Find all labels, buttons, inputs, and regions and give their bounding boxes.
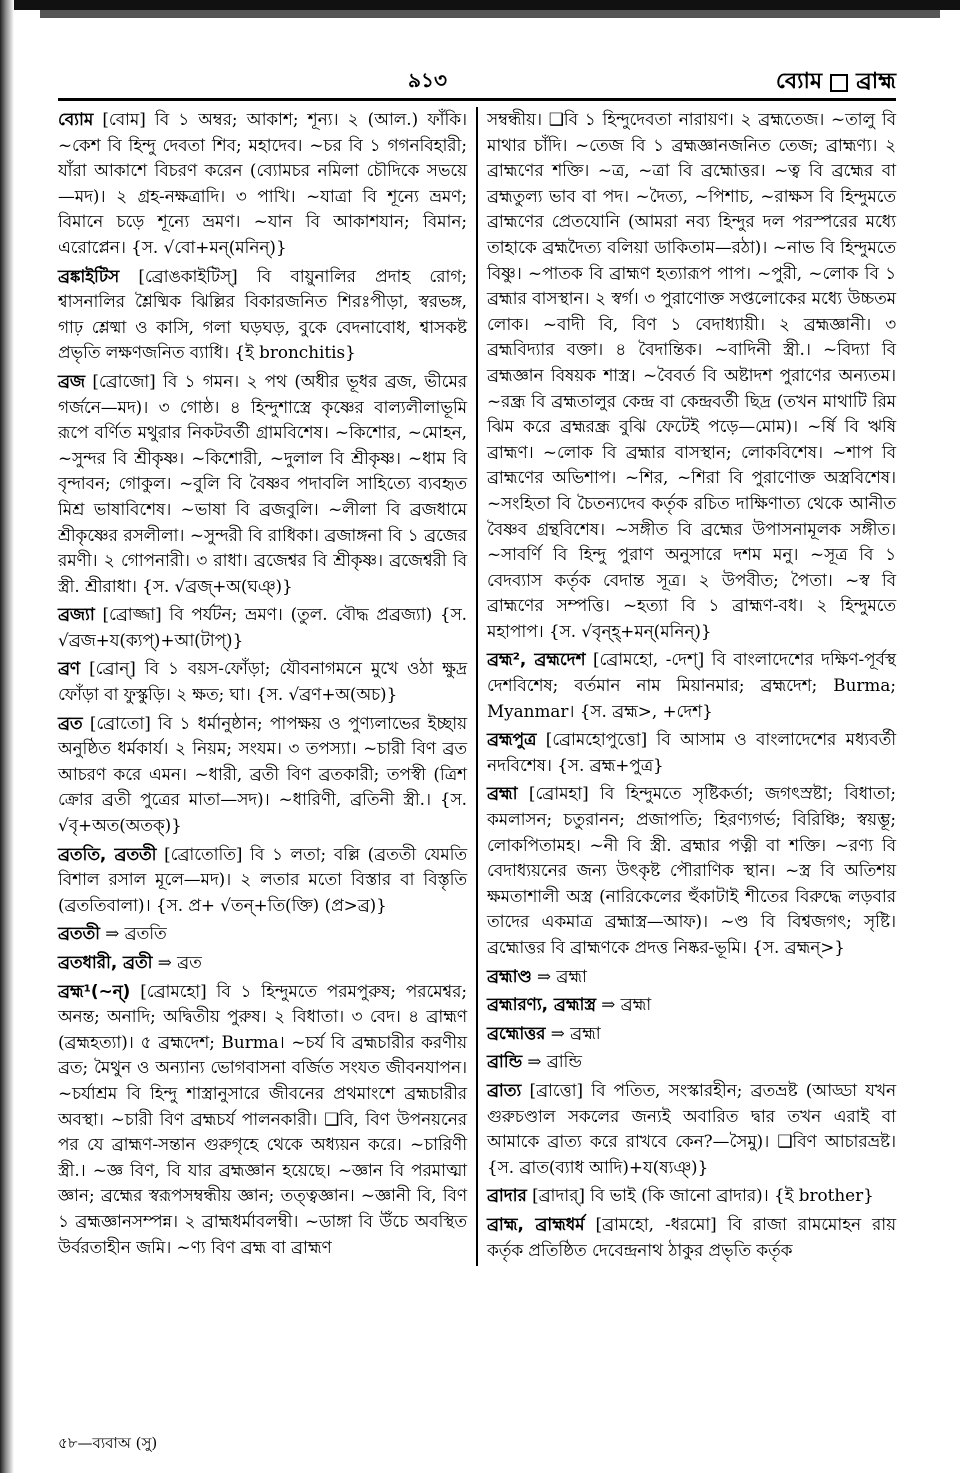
headword: ব্রাহ্ম, ব্রাহ্মধর্ম bbox=[487, 1213, 585, 1234]
headword: ব্যোম bbox=[58, 109, 94, 129]
headword: ব্রণ bbox=[58, 658, 81, 679]
headword: ব্রততি, ব্রততী bbox=[58, 843, 157, 864]
dictionary-entry bbox=[487, 1078, 896, 1180]
dictionary-entry bbox=[487, 992, 896, 1018]
headword: ব্রজ্যা bbox=[58, 604, 95, 625]
entry-definition: [ব্রোন্] বি ১ বয়স-ফোঁড়া; যৌবনাগমনে মুখে ওঠা ক্ষুদ্র ফোঁড়া বা ফুস্কুড়ি। ২ ক্ষত; ঘা। {স. √ব্রণ+অ(অচ)} bbox=[58, 658, 467, 705]
headword: ব্রততী bbox=[58, 923, 100, 944]
dictionary-entry bbox=[58, 656, 467, 707]
entry-definition: ⇒ ব্রত bbox=[157, 952, 202, 972]
entry-definition: [ব্রোমহা] বি হিন্দুমতে সৃষ্টিকর্তা; জগৎস্রষ্টা; বিধাতা; কমলাসন; চতুরানন; প্রজাপতি; হিরণ্যগর্ভ; বিরিঞ্চি; স্বয়ম্ভূ; লোকপিতামহ। ~নী বি স্ত্রী. ব্রহ্মার পত্নী বা শক্তি। ~রণ্য বি বেদাধ্যয়নের জন্য উৎকৃষ্ট পৌরাণিক স্থান। ~স্ত্র বি অতিশয় ক্ষমতাশালী অস্ত্র (নারিকেলের হুঁকাটাই শীতের বিরুদ্ধে লড়বার তাদের একমাত্র ব্রহ্মাস্ত্র—আফ)। ~ণ্ড বি বিশ্বজগৎ; সৃষ্টি। ব্রহ্মোত্তর বি ব্রাহ্মণকে প্রদত্ত নিষ্কর-ভূমি। {স. ব্রহ্মন্>} bbox=[487, 783, 897, 957]
dictionary-page bbox=[58, 60, 896, 1440]
dictionary-entry bbox=[58, 107, 467, 261]
headword: ব্রত bbox=[58, 712, 83, 733]
dictionary-entry bbox=[487, 107, 896, 644]
headword: ব্রজ bbox=[58, 370, 85, 391]
left-column bbox=[58, 107, 476, 1266]
square-separator-icon bbox=[830, 74, 848, 92]
headword: ব্রহ্ম¹(~ন্) bbox=[58, 980, 131, 1001]
entry-definition: সম্বন্ধীয়। ❑বি ১ হিন্দুদেবতা নারায়ণ। ২ ব্রহ্মতেজ। ~তালু বি মাথার চাঁদি। ~তেজ বি ১ ব্রহ্মজ্ঞানজনিত তেজ; ব্রাহ্মণ্য। ২ ব্রাহ্মণের শক্তি। ~ত্র, ~ত্রা বি ব্রহ্মোত্তর। ~ত্ব বি ব্রহ্মের বা ব্রহ্মতুল্য ভাব বা পদ। ~দৈত্য, ~পিশাচ, ~রাক্ষস বি হিন্দুমতে ব্রাহ্মণের প্রেতযোনি (আমরা নব্য হিন্দুর দল পরস্পরের মধ্যে তাহাকে ব্রহ্মদৈত্য বলিয়া ডাকিতাম—রঠা)। ~নাভ বি হিন্দুমতে বিষ্ণু। ~পাতক বি ব্রাহ্মণ হত্যারূপ পাপ। ~পুরী, ~লোক বি ১ ব্রহ্মার বাসস্থান। ২ স্বর্গ। ৩ পুরাণোক্ত সপ্তলোকের মধ্যে উচ্চতম লোক। ~বাদী বি, বিণ ১ বেদাধ্যায়ী। ২ ব্রহ্মজ্ঞানী। ৩ ব্রহ্মবিদ্যার বক্তা। ৪ বৈদান্তিক। ~বাদিনী স্ত্রী.। ~বিদ্যা বি ব্রহ্মজ্ঞান বিষয়ক শাস্ত্র। ~বৈবর্ত বি অষ্টাদশ পুরাণের অন্যতম। ~রন্ধ্র বি ব্রহ্মতালুর কেন্দ্র বা কেন্দ্রবর্তী ছিদ্র (তখন মাথাটি রিম ঝিম করে ব্রহ্মরন্ধ্র বুঝি ফেটেই পড়ে—মোম)। ~র্ষি বি ঋষি ব্রাহ্মণ। ~লোক বি ব্রহ্মার বাসস্থান; লোকবিশেষ। ~শাপ বি ব্রাহ্মণের অভিশাপ। ~শির, ~শিরা বি পুরাণোক্ত অস্ত্রবিশেষ। ~সংহিতা বি চৈতন্যদেব কর্তৃক রচিত দাক্ষিণাত্য থেকে আনীত বৈষ্ণব গ্রন্থবিশেষ। ~সঙ্গীত বি ব্রহ্মের উপাসনামূলক সঙ্গীত। ~সাবর্ণি বি হিন্দু পুরাণ অনুসারে দশম মনু। ~সূত্র বি ১ বেদব্যাস কর্তৃক বেদান্ত সূত্র। ২ উপবীত; পৈতা। ~স্ব বি ব্রাহ্মণের সম্পত্তি। ~হত্যা বি ১ ব্রাহ্মণ-বধ। ২ হিন্দুমতে মহাপাপ। {স. √বৃন্হ্+মন্(মনিন্)} bbox=[487, 109, 896, 641]
headword: ব্রহ্মাণ্ড bbox=[487, 965, 532, 986]
right-column bbox=[476, 107, 896, 1266]
headword: ব্রান্ডি bbox=[487, 1051, 523, 1072]
dictionary-entry bbox=[58, 369, 467, 599]
page-number: ৯১৩ bbox=[408, 68, 447, 92]
entry-definition: [ব্রোঙকাইটিস্] বি বায়ুনালির প্রদাহ রোগ; শ্বাসনালির শ্লৈষ্মিক ঝিল্লির বিকারজনিত শিরঃপীড়া, স্বরভঙ্গ, গাঢ় শ্লেষ্মা ও কাসি, গলা ঘড়ঘড়, বুকে বেদনাবোধ, শ্বাসকষ্ট প্রভৃতি লক্ষণজনিত ব্যাধি। {ই bronchitis} bbox=[58, 265, 467, 363]
entry-definition: [ব্রোমহো] বি ১ হিন্দুমতে পরমপুরুষ; পরমেশ্বর; অনন্ত; অনাদি; অদ্বিতীয় পুরুষ। ২ বিধাতা। ৩ বেদ। ৪ ব্রাহ্মণ (ব্রহ্মহত্যা)। ৫ ব্রহ্মদেশ; Burma। ~চর্য বি ব্রহ্মচারীর করণীয় ব্রত; মৈথুন ও অন্যান্য ভোগবাসনা বর্জিত সংযত জীবনযাপন। ~চর্যাশ্রম বি হিন্দু শাস্ত্রানুসারে জীবনের প্রথমাংশে ব্রহ্মচারীর অবস্থা। ~চারী বিণ ব্রহ্মচর্য পালনকারী। ❑বি, বিণ উপনয়নের পর যে ব্রাহ্মণ-সন্তান গুরুগৃহে থেকে অধ্যয়ন করে। ~চারিণী স্ত্রী.। ~জ্ঞ বিণ, বি যার ব্রহ্মজ্ঞান হয়েছে। ~জ্ঞান বি পরমাত্মা জ্ঞান; ব্রহ্মের স্বরূপসম্বন্ধীয় জ্ঞান; তত্ত্বজ্ঞান। ~জ্ঞানী বি, বিণ ১ ব্রহ্মজ্ঞানসম্পন্ন। ২ ব্রাহ্মধর্মাবলম্বী। ~ডাঙ্গা বি উঁচে অবস্থিত উর্বরতাহীন জমি। ~ণ্য বিণ ব্রহ্ম বা ব্রাহ্মণ bbox=[58, 980, 467, 1257]
headword: ব্রহ্মারণ্য, ব্রহ্মাস্ত্র bbox=[487, 994, 596, 1015]
entry-definition: [ব্রোমহো, -দেশ্] বি বাংলাদেশের দক্ষিণ-পূর্বস্থ দেশবিশেষ; বর্তমান নাম মিয়ানমার; ব্রহ্মদেশ; Burma; Myanmar। {স. ব্রহ্ম>, +দেশ} bbox=[487, 649, 896, 721]
guide-words bbox=[776, 64, 896, 101]
dictionary-entry bbox=[58, 842, 467, 919]
dictionary-entry bbox=[487, 964, 896, 990]
entry-definition: ⇒ ব্রহ্মা bbox=[537, 965, 587, 986]
headword: ব্রঙ্কাইটিস bbox=[58, 265, 120, 286]
entry-definition: [ব্রোজ্জা] বি পর্যটন; ভ্রমণ। (তুল. বৌদ্ধ প্রব্রজ্যা) {স. √ব্রজ+য(ক্যপ্)+আ(টাপ্)} bbox=[58, 604, 467, 650]
entry-definition: [ব্রোতো] বি ১ ধর্মানুষ্ঠান; পাপক্ষয় ও পুণ্যলাভের ইচ্ছায় অনুষ্ঠিত ধর্মকার্য। ২ নিয়ম; সংযম। ৩ তপস্যা। ~চারী বিণ ব্রত আচরণ করে এমন। ~ধারী, ব্রতী বিণ ব্রতকারী; তপস্বী (ত্রিশ ক্রোর ব্রতী পুত্রের মাতা—সদ)। ~ধারিণী, ব্রতিনী স্ত্রী.। {স. √বৃ+অত(অতক্)} bbox=[58, 712, 467, 836]
dictionary-entry bbox=[487, 1049, 896, 1075]
entry-definition: [ব্রোতোতি] বি ১ লতা; বল্লি (ব্রততী যেমতি বিশাল রসাল মূলে—মদ)। ২ লতার মতো বিস্তার বা বিস্তৃতি (ব্রততিবালা)। {স. প্র+ √তন্+তি(ক্তি) (প্র>ব্র)} bbox=[58, 843, 467, 915]
headword: ব্রাদার bbox=[487, 1185, 527, 1206]
scan-top-edge bbox=[0, 0, 960, 10]
entry-definition: [বোম] বি ১ অম্বর; আকাশ; শূন্য। ২ (আল.) ফাঁকি। ~কেশ বি হিন্দু দেবতা শিব; মহাদেব। ~চর বি ১ গগনবিহারী; যাঁরা আকাশে বিচরণ করেন (ব্যোমচর নমিলা চৌদিকে সভয়ে—মদ)। ২ গ্রহ-নক্ষত্রাদি। ৩ পাখি। ~যাত্রা বি শূন্যে ভ্রমণ; বিমানে চড়ে শূন্যে ভ্রমণ। ~যান বি আকাশযান; বিমান; এরোপ্লেন। {স. √বো+মন্(মনিন্)} bbox=[58, 109, 467, 257]
dictionary-entry bbox=[58, 950, 467, 976]
headword: ব্রাত্য bbox=[487, 1079, 522, 1100]
entry-definition: [ব্রোমহোপুত্তো] বি আসাম ও বাংলাদেশের মধ্যবর্তী নদবিশেষ। {স. ব্রহ্ম+পুত্র} bbox=[487, 729, 896, 775]
headword: ব্রহ্মা bbox=[487, 783, 518, 804]
entry-definition: ⇒ ব্রহ্মা bbox=[550, 1022, 601, 1043]
dictionary-entry bbox=[58, 921, 467, 947]
dictionary-entry bbox=[487, 1212, 896, 1263]
headword: ব্রহ্মপুত্র bbox=[487, 729, 537, 750]
page-header bbox=[58, 60, 896, 101]
scan-top-shadow bbox=[40, 10, 940, 18]
page-footer: ৫৮—ব্যবাঅ (সু) bbox=[58, 1434, 158, 1452]
columns bbox=[58, 107, 896, 1266]
dictionary-entry bbox=[58, 602, 467, 653]
entry-definition: ⇒ ব্রততি bbox=[105, 923, 167, 944]
dictionary-entry bbox=[58, 711, 467, 839]
dictionary-entry bbox=[487, 781, 896, 960]
scan-left-edge bbox=[0, 0, 14, 1473]
dictionary-entry bbox=[487, 1183, 896, 1209]
entry-definition: [ব্রোজো] বি ১ গমন। ২ পথ (অধীর ভূধর ব্রজ, ভীমের গর্জনে—মদ)। ৩ গোষ্ঠ। ৪ হিন্দুশাস্ত্রে কৃষ্ণের বাল্যলীলাভূমি রূপে বর্ণিত মথুরার নিকটবর্তী গ্রামবিশেষ। ~কিশোর, ~মোহন, ~সুন্দর বি শ্রীকৃষ্ণ। ~কিশোরী, ~দুলাল বি শ্রীকৃষ্ণ। ~ধাম বি বৃন্দাবন; গোকুল। ~বুলি বি বৈষ্ণব পদাবলি সাহিত্যে ব্যবহৃত মিশ্র ভাষাবিশেষ। ~ভাষা বি ব্রজবুলি। ~লীলা বি ব্রজধামে শ্রীকৃষ্ণের রসলীলা। ~সুন্দরী বি রাধিকা। ব্রজাঙ্গনা বি ১ ব্রজের রমণী। ২ গোপনারী। ৩ রাধা। ব্রজেশ্বর বি শ্রীকৃষ্ণ। ব্রজেশ্বরী বি স্ত্রী. শ্রীরাধা। {স. √ব্রজ্+অ(ঘঞ্)} bbox=[58, 370, 467, 596]
entry-definition: [ব্রামহো, -ধরমো] বি রাজা রামমোহন রায় কর্তৃক প্রতিষ্ঠিত দেবেন্দ্রনাথ ঠাকুর প্রভৃতি কর্তৃক bbox=[487, 1213, 897, 1260]
guide-word-first: ব্যোম bbox=[775, 69, 823, 94]
headword: ব্রহ্ম², ব্রহ্মদেশ bbox=[487, 649, 586, 670]
headword: ব্রতধারী, ব্রতী bbox=[58, 952, 153, 972]
dictionary-entry bbox=[487, 1021, 896, 1047]
dictionary-entry bbox=[487, 647, 896, 724]
guide-word-last: ব্রাহ্ম bbox=[856, 69, 896, 94]
entry-definition: [ব্রাত্তো] বি পতিত, সংস্কারহীন; ব্রতভ্রষ্ট (আড্ডা যখন গুরুচণ্ডাল সকলের জন্যই অবারিত দ্বার তখন এরাই বা আমাকে ব্রাত্য করে রাখবে কেন?—সৈমু)। ❑বিণ আচারভ্রষ্ট। {স. ব্রাত(ব্যাধ আদি)+য(ষ্যঞ্)} bbox=[487, 1079, 896, 1177]
dictionary-entry bbox=[58, 264, 467, 366]
headword: ব্রহ্মোত্তর bbox=[487, 1022, 546, 1043]
dictionary-entry bbox=[487, 727, 896, 778]
entry-definition: ⇒ ব্রহ্মা bbox=[601, 994, 652, 1015]
entry-definition: ⇒ ব্রান্ডি bbox=[527, 1051, 582, 1072]
dictionary-entry bbox=[58, 979, 467, 1261]
entry-definition: [ব্রাদার্] বি ভাই (কি জানো ব্রাদার)। {ই brother} bbox=[532, 1185, 874, 1206]
